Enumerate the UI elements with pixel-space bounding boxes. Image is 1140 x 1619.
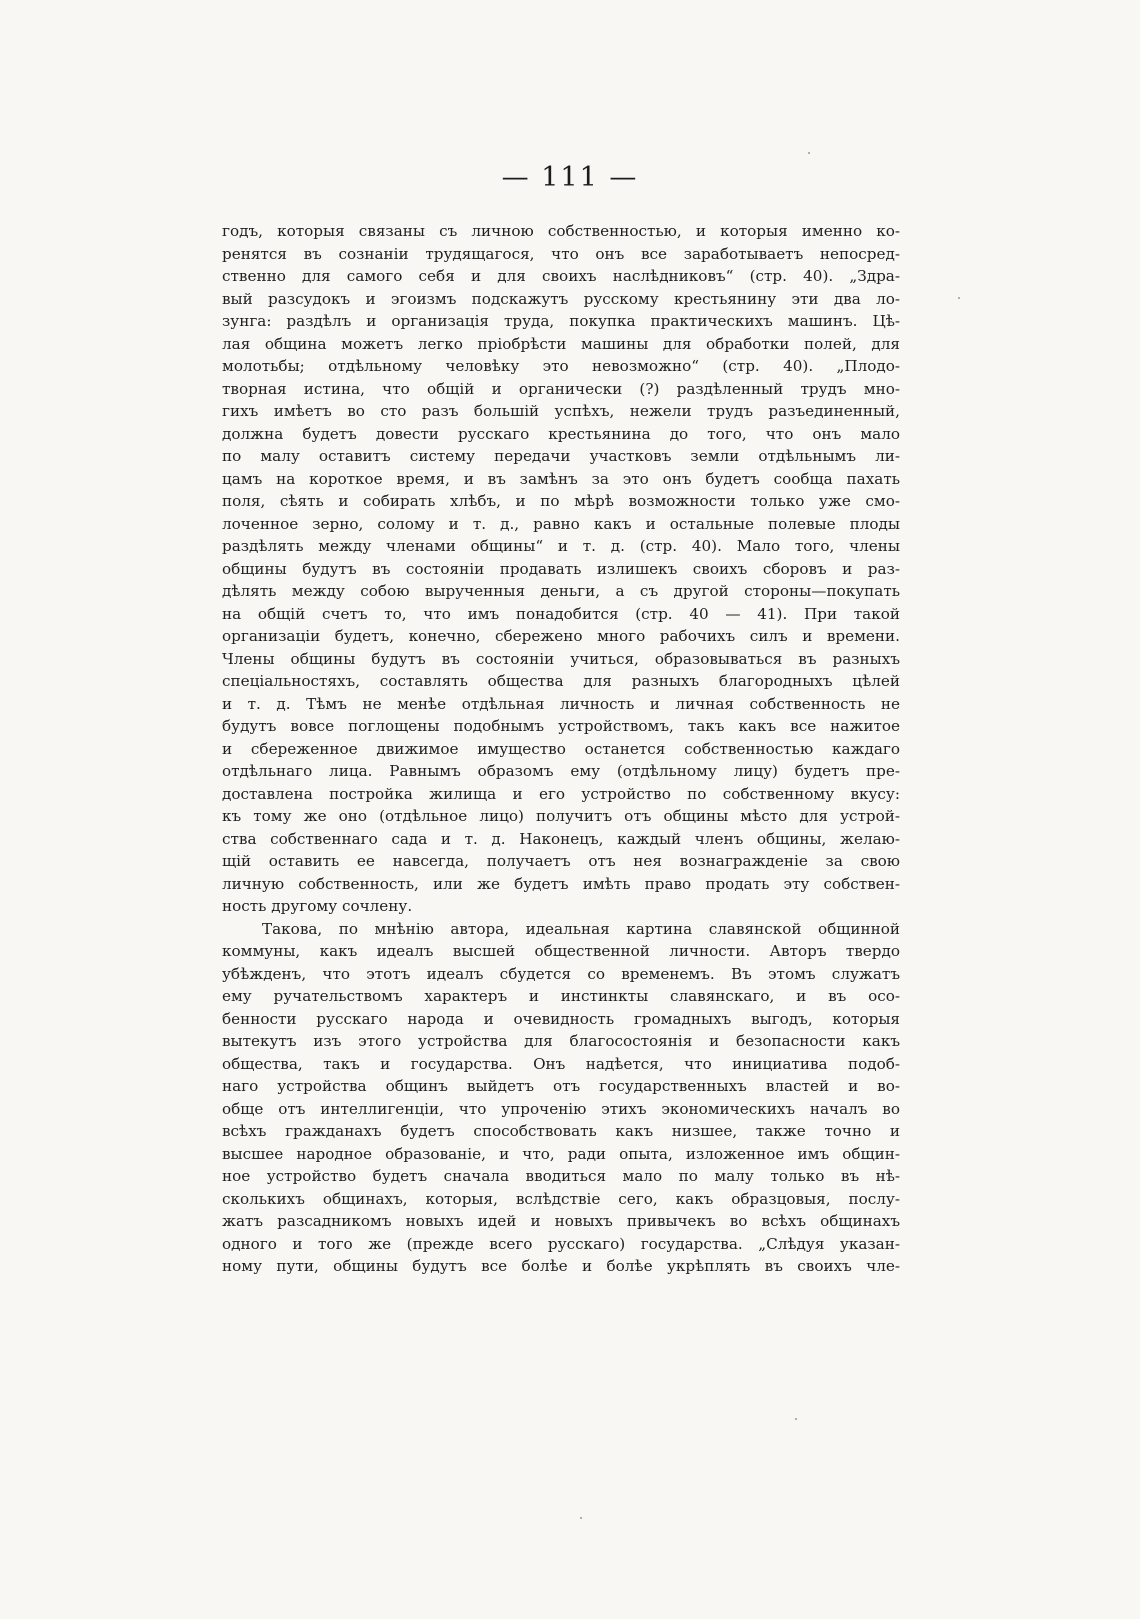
text-line: ному пути, общины будутъ все болѣе и болѣе укрѣплять въ своихъ чле-: [222, 1257, 900, 1275]
text-line: лоченное зерно, солому и т. д., равно какъ и остальные полевые плоды: [222, 514, 900, 533]
text-line: ное устройство будетъ сначала вводиться мало по малу только въ нѣ-: [222, 1167, 900, 1185]
text-line: убѣжденъ, что этотъ идеалъ сбудется со временемъ. Въ этомъ служатъ: [222, 964, 900, 983]
text-line: общества, такъ и государства. Онъ надѣется, что инициатива подоб-: [222, 1054, 900, 1073]
text-line: лая община можетъ легко пріобрѣсти машины для обработки полей, для: [222, 334, 900, 353]
text-line: вытекутъ изъ этого устройства для благосостоянія и безопасности какъ: [222, 1032, 900, 1050]
paragraph-2: [222, 918, 900, 1278]
text-line: наго устройства общинъ выйдетъ отъ государственныхъ властей и во-: [222, 1077, 900, 1095]
text-line: всѣхъ гражданахъ будетъ способствовать какъ низшее, также точно и: [222, 1122, 900, 1140]
text-line: поля, сѣять и собирать хлѣбъ, и по мѣрѣ возможности только уже смо-: [222, 492, 900, 510]
text-line: спеціальностяхъ, составлять общества для разныхъ благородныхъ цѣлей: [222, 672, 900, 690]
text-line: Такова, по мнѣнію автора, идеальная картина славянской общинной: [262, 919, 900, 938]
text-line: бенности русскаго народа и очевидность громадныхъ выгодъ, которыя: [222, 1009, 900, 1028]
text-line: отдѣльнаго лица. Равнымъ образомъ ему (отдѣльному лицу) будетъ пре-: [222, 762, 900, 780]
text-line: ему ручательствомъ характеръ и инстинкты славянскаго, и въ осо-: [222, 987, 900, 1005]
scan-speck: [580, 1517, 582, 1519]
text-line: творная истина, что общій и органически (?) раздѣленный трудъ мно-: [222, 379, 900, 398]
text-line: личную собственность, или же будетъ имѣть право продать эту собствен-: [222, 874, 900, 893]
page-number: — 111 —: [501, 162, 639, 193]
body-text: [222, 220, 900, 1278]
text-line: доставлена постройка жилища и его устройство по собственному вкусу:: [222, 784, 900, 803]
text-line: къ тому же оно (отдѣльное лицо) получитъ отъ общины мѣсто для устрой-: [222, 807, 900, 825]
text-line: Члены общины будутъ въ состояніи учиться, образовываться въ разныхъ: [222, 649, 900, 668]
paragraph-1: [222, 220, 900, 918]
scan-speck: [795, 1418, 797, 1420]
text-line: коммуны, какъ идеалъ высшей общественной личности. Авторъ твердо: [222, 942, 900, 960]
text-line: щій оставить ее навсегда, получаетъ отъ нея вознагражденіе за свою: [222, 852, 900, 870]
text-line: вый разсудокъ и эгоизмъ подскажутъ русскому крестьянину эти два ло-: [222, 289, 900, 308]
text-line: по малу оставитъ систему передачи участковъ земли отдѣльнымъ ли-: [222, 447, 900, 465]
text-line: одного и того же (прежде всего русскаго) государства. „Слѣдуя указан-: [222, 1234, 900, 1253]
scan-speck: [958, 297, 960, 299]
text-line: общины будутъ въ состояніи продавать излишекъ своихъ сборовъ и раз-: [222, 559, 900, 578]
text-line: ства собственнаго сада и т. д. Наконецъ, каждый членъ общины, желаю-: [222, 829, 900, 848]
text-line: высшее народное образованіе, и что, ради опыта, изложенное имъ общин-: [222, 1144, 900, 1163]
text-line: должна будетъ довести русскаго крестьянина до того, что онъ мало: [222, 424, 900, 443]
text-line: зунга: раздѣлъ и организація труда, покупка практическихъ машинъ. Цѣ-: [222, 312, 900, 330]
text-line: цамъ на короткое время, и въ замѣнъ за это онъ будетъ сообща пахать: [222, 469, 900, 488]
text-line: сколькихъ общинахъ, которыя, вслѣдствіе сего, какъ образцовыя, послу-: [222, 1189, 900, 1208]
text-line: жатъ разсадникомъ новыхъ идей и новыхъ привычекъ во всѣхъ общинахъ: [222, 1212, 900, 1230]
text-line: ственно для самого себя и для своихъ наслѣдниковъ“ (стр. 40). „Здра-: [222, 267, 900, 285]
text-line: молотьбы; отдѣльному человѣку это невозможно“ (стр. 40). „Плодо-: [222, 357, 900, 375]
text-line: будутъ вовсе поглощены подобнымъ устройствомъ, такъ какъ все нажитое: [222, 717, 900, 735]
text-line: обще отъ интеллигенціи, что упроченію этихъ экономическихъ началъ во: [222, 1099, 900, 1118]
text-line: ренятся въ сознаніи трудящагося, что онъ все заработываетъ непосред-: [222, 244, 900, 263]
text-line: ность другому сочлену.: [222, 897, 413, 915]
text-line: годъ, которыя связаны съ личною собственностью, и которыя именно ко-: [222, 222, 900, 240]
text-line: гихъ имѣетъ во сто разъ большій успѣхъ, нежели трудъ разъединенный,: [222, 402, 900, 420]
text-line: на общій счетъ то, что имъ понадобится (стр. 40 — 41). При такой: [222, 604, 900, 623]
text-line: дѣлять между собою вырученныя деньги, а съ другой стороны—покупать: [222, 582, 900, 600]
text-line: и т. д. Тѣмъ не менѣе отдѣльная личность и личная собственность не: [222, 694, 900, 713]
text-line: раздѣлять между членами общины“ и т. д. (стр. 40). Мало того, члены: [222, 537, 900, 555]
text-line: организаціи будетъ, конечно, сбережено много рабочихъ силъ и времени.: [222, 627, 900, 645]
text-line: и сбереженное движимое имущество останется собственностью каждаго: [222, 739, 900, 758]
scan-speck: [808, 152, 810, 154]
